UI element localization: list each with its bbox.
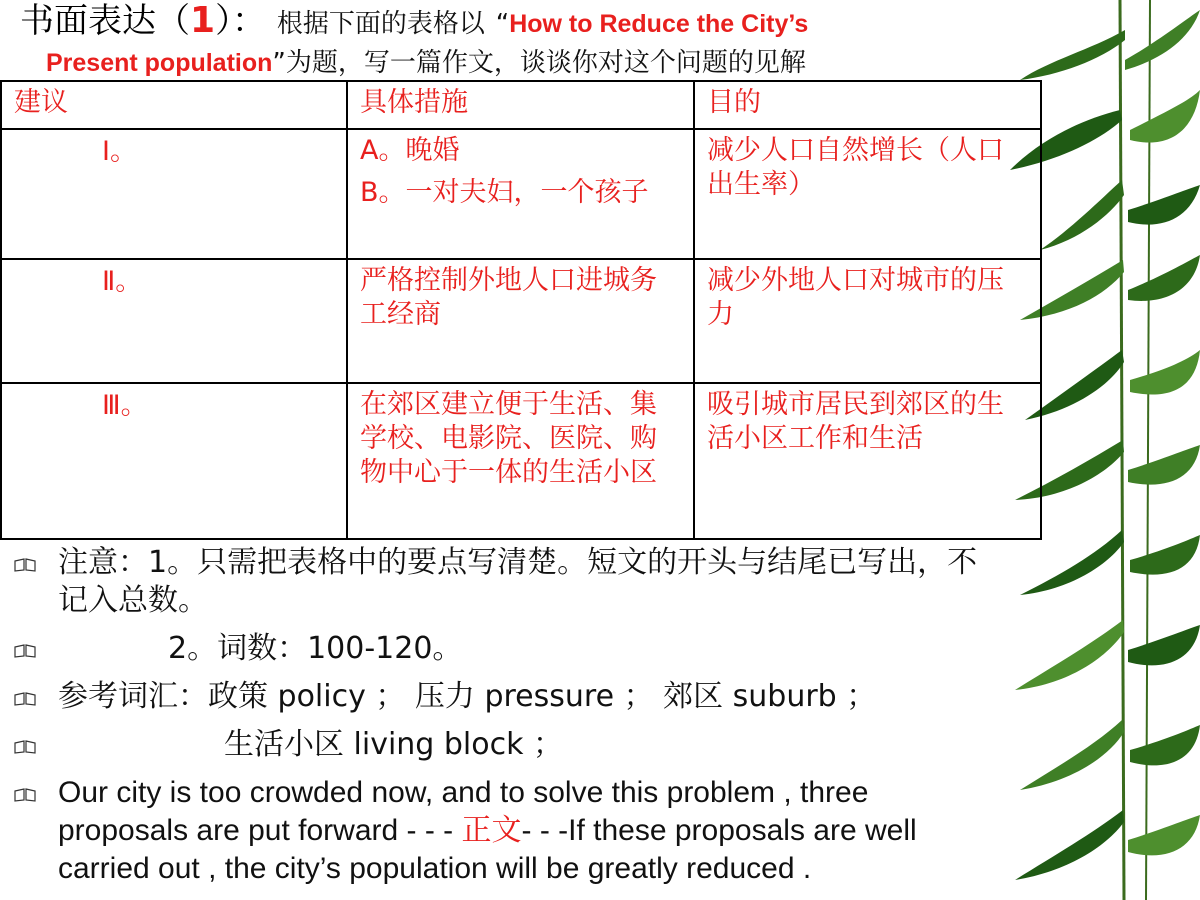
title-topic-line2: Present population	[46, 49, 273, 77]
title-line-1	[20, 0, 1010, 45]
header-cell-measures: 具体措施	[347, 81, 694, 129]
title-tail: 为题，写一篇作文，谈谈你对这个问题的见解	[285, 48, 806, 78]
measure-item: B。一对夫妇，一个孩子	[360, 177, 649, 208]
title-suffix: ）：	[215, 1, 267, 41]
book-bullet-icon	[14, 692, 36, 706]
header-cell-purpose: 目的	[694, 81, 1041, 129]
row-measures: 在郊区建立便于生活、集学校、电影院、医院、购物中心于一体的生活小区	[347, 383, 694, 539]
note-text: 2。词数：100-120。	[168, 631, 463, 666]
title-line-2	[20, 45, 1010, 81]
note-text: 生活小区 living block ；	[224, 727, 564, 762]
table-row	[1, 129, 1041, 259]
table-row	[1, 383, 1041, 539]
note-text: Our city is too crowded now, and to solve this problem , three proposals are put forward - - -	[58, 776, 869, 847]
book-bullet-icon	[14, 788, 36, 802]
proposal-table	[0, 80, 1042, 540]
note-text: 参考词汇：政策 policy ； 压力 pressure ； 郊区 suburb ；	[58, 679, 877, 714]
row-measures	[347, 129, 694, 259]
note-text: 注意：1。只需把表格中的要点写清楚。短文的开头与结尾已写出，不记入总数。	[58, 545, 978, 618]
note-highlight: 正文	[461, 814, 522, 847]
book-bullet-icon	[14, 740, 36, 754]
title-topic-part1: How to Reduce the City	[509, 10, 789, 38]
row-purpose: 减少外地人口对城市的压力	[694, 259, 1041, 383]
row-purpose: 减少人口自然增长（人口出生率）	[694, 129, 1041, 259]
note-text: - - -If these proposals are well carried out , the city’s population will be greatly reduced .	[58, 814, 917, 885]
row-measures: 严格控制外地人口进城务工经商	[347, 259, 694, 383]
slide-title	[20, 0, 1010, 81]
title-quote-open: “	[495, 9, 510, 39]
list-item	[14, 544, 1004, 620]
table-header-row	[1, 81, 1041, 129]
title-apostrophe: ’	[788, 10, 795, 38]
notes-list	[14, 544, 1004, 898]
list-item	[14, 726, 1004, 764]
measure-item: A。晚婚	[360, 135, 460, 166]
row-number: Ⅰ。	[1, 129, 347, 259]
row-number: Ⅱ。	[1, 259, 347, 383]
title-topic-part2: s	[794, 10, 809, 38]
header-cell-suggestion: 建议	[1, 81, 347, 129]
book-bullet-icon	[14, 644, 36, 658]
list-item	[14, 774, 1004, 888]
title-intro: 根据下面的表格以	[276, 9, 485, 39]
title-quote-close: ”	[272, 48, 286, 78]
list-item	[14, 630, 1004, 668]
row-purpose: 吸引城市居民到郊区的生活小区工作和生活	[694, 383, 1041, 539]
table-row	[1, 259, 1041, 383]
row-number: Ⅲ。	[1, 383, 347, 539]
book-bullet-icon	[14, 558, 36, 572]
title-prefix: 书面表达（	[20, 1, 190, 41]
title-number: 1	[190, 0, 216, 41]
list-item	[14, 678, 1004, 716]
